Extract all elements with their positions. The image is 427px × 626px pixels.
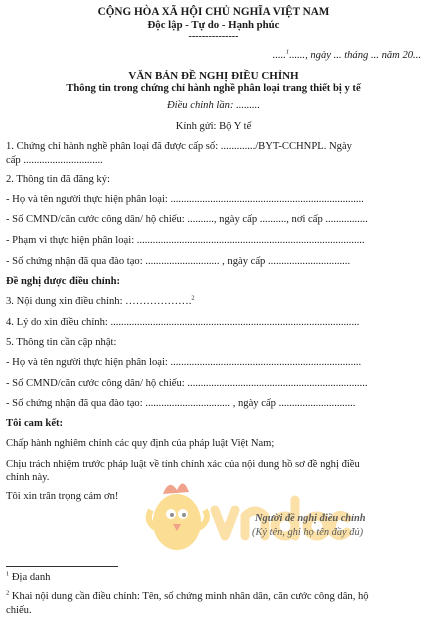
footnote-2-line-1: $^2$ Khai nội dung cần điều chỉnh: Tên, số chứng minh nhân dân, căn cước công dân, hộ: [6, 589, 369, 602]
commit-2-line-2: chỉnh này.: [6, 472, 50, 483]
footnote-divider: [6, 566, 118, 567]
commit-2-line-1: Chịu trách nhiệm trước pháp luật về tính chính xác của nội dung hồ sơ đề nghị điều: [6, 459, 360, 470]
signature-note: (Ký tên, ghi họ tên đầy đủ): [252, 527, 364, 538]
document-title: VĂN BẢN ĐỀ NGHỊ ĐIỀU CHỈNH: [128, 70, 299, 82]
item-3: 3. Nội dung xin điều chỉnh: ……………….$^2$: [6, 294, 195, 307]
request-heading: Đề nghị được điều chỉnh:: [6, 276, 121, 287]
nation-heading: CỘNG HÒA XÃ HỘI CHỦ NGHĨA VIỆT NAM: [97, 6, 330, 18]
footnote-1: $^1$ Địa danh: [6, 570, 51, 583]
mascot-icon: [149, 483, 207, 550]
item-2-id: - Số CMND/căn cước công dân/ hộ chiếu: .........., ngày cấp .........., nơi cấp ................: [6, 214, 368, 225]
footnote-2-line-2: chiếu.: [6, 605, 32, 616]
thanks-line: Tôi xin trân trọng cảm ơn!: [6, 491, 119, 502]
item-1-line-2: cấp ..............................: [6, 155, 103, 166]
motto: Độc lập - Tự do - Hạnh phúc: [147, 19, 280, 31]
item-5-heading: 5. Thông tin cần cập nhật:: [6, 337, 117, 348]
item-4: 4. Lý do xin điều chỉnh: ..............................................................................................: [6, 317, 360, 328]
item-2-heading: 2. Thông tin đã đăng ký:: [6, 174, 110, 185]
item-2-cert: - Số chứng nhận đã qua đào tạo: ............................ , ngày cấp ...............................: [6, 256, 351, 267]
place-date-line: .....$^1$......, ngày ... tháng ... năm 20...: [272, 48, 421, 61]
item-5-cert: - Số chứng nhận đã qua đào tạo: ................................ , ngày cấp .............................: [6, 398, 356, 409]
commit-1: Chấp hành nghiêm chỉnh các quy định của pháp luật Việt Nam;: [6, 438, 275, 449]
item-2-scope: - Phạm vi thực hiện phân loại: ......................................................................................: [6, 235, 365, 246]
revision-line: Điều chỉnh lần: .........: [167, 100, 260, 111]
item-5-name: - Họ và tên người thực hiện phân loại: ........................................................................: [6, 357, 362, 368]
item-2-name: - Họ và tên người thực hiện phân loại: .........................................................................: [6, 194, 364, 205]
item-1-line-1: 1. Chứng chỉ hành nghề phân loại đã được cấp số: ............./BYT-CCHNPL. Ngày: [6, 141, 352, 152]
footnote-ref-2: 2: [191, 294, 195, 302]
signature-title: Người đề nghị điều chỉnh: [255, 513, 366, 524]
commit-heading: Tôi cam kết:: [6, 418, 64, 429]
addressee: Kính gửi: Bộ Y tế: [175, 121, 252, 132]
header-divider: ---------------: [188, 31, 239, 42]
document-subtitle: Thông tin trong chứng chỉ hành nghề phân loại trang thiết bị y tế: [66, 83, 361, 94]
item-5-id: - Số CMND/căn cước công dân/ hộ chiếu: ....................................................................: [6, 378, 368, 389]
footnote-ref-1: 1: [285, 48, 290, 56]
